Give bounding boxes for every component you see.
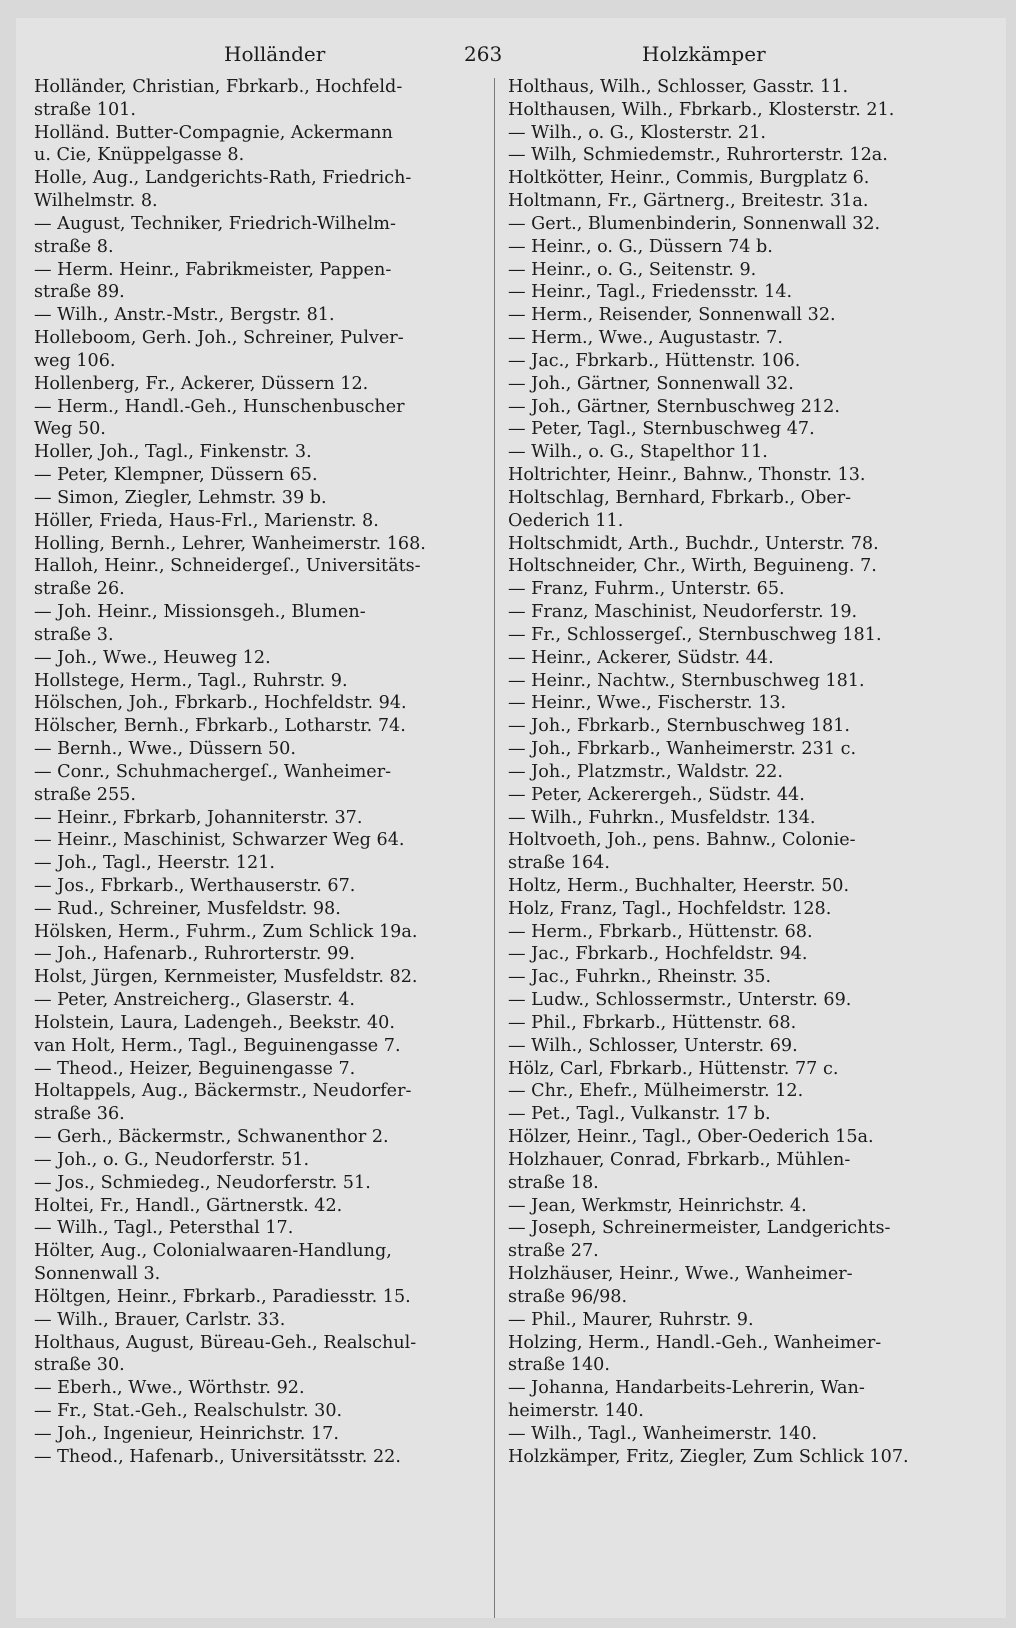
directory-entry: [508, 1263, 978, 1309]
entry-line: Holländ. Butter-Compagnie, Ackermann: [34, 122, 393, 143]
column-divider: [494, 78, 495, 1618]
directory-entry: [34, 829, 489, 852]
entry-line: — Rud., Schreiner, Musfeldstr. 98.: [34, 898, 341, 919]
entry-line: — Joh., Fbrkarb., Wanheimerstr. 231 c.: [508, 739, 857, 760]
entry-line: Holzing, Herm., Handl.-Geh., Wanheimer-: [508, 1332, 882, 1353]
entry-line: Holstein, Laura, Ladengeh., Beekstr. 40.: [34, 1012, 395, 1033]
entry-line: — Herm., Wwe., Augustastr. 7.: [508, 328, 783, 349]
entry-line: Oederich 11.: [508, 510, 624, 531]
directory-entry: [34, 487, 489, 510]
entry-line: — Joh., Wwe., Heuweg 12.: [34, 647, 271, 668]
entry-line: — Fr., Stat.-Geh., Realschulstr. 30.: [34, 1401, 343, 1422]
directory-entry: [508, 555, 978, 578]
entry-line: Höltgen, Heinr., Fbrkarb., Paradiesstr. 15.: [34, 1286, 411, 1307]
entry-line: — Heinr., Fbrkarb, Johanniterstr. 37.: [34, 807, 363, 828]
directory-entry: [508, 875, 978, 898]
entry-line: — Peter, Ackerergeh., Südstr. 44.: [508, 784, 805, 805]
directory-entry: [34, 898, 489, 921]
entry-line: Hollenberg, Fr., Ackerer, Düssern 12.: [34, 373, 369, 394]
entry-line: Holst, Jürgen, Kernmeister, Musfeldstr. 82.: [34, 967, 418, 988]
entry-line: — Jos., Fbrkarb., Werthauserstr. 67.: [34, 875, 356, 896]
entry-line: Wilhelmstr. 8.: [34, 191, 158, 212]
entry-line: — Pet., Tagl., Vulkanstr. 17 b.: [508, 1104, 771, 1125]
directory-entry: [508, 921, 978, 944]
entry-line: — Wilh., Tagl., Wanheimerstr. 140.: [508, 1423, 818, 1444]
directory-entry: [508, 122, 978, 145]
directory-entry: [34, 1332, 489, 1378]
entry-line: — Wilh., Fuhrkn., Musfeldstr. 134.: [508, 807, 816, 828]
entry-line: — Heinr., Ackerer, Südstr. 44.: [508, 647, 774, 668]
directory-entry: [34, 715, 489, 738]
directory-entry: [508, 1377, 978, 1423]
directory-entry: [34, 213, 489, 259]
directory-entry: [34, 1035, 489, 1058]
entry-line: Holtappels, Aug., Bäckermstr., Neudorfer-: [34, 1081, 412, 1102]
directory-entry: [34, 373, 489, 396]
directory-entry: [508, 373, 978, 396]
entry-line: — Joh., Hafenarb., Ruhrorterstr. 99.: [34, 944, 355, 965]
entry-line: Weg 50.: [34, 419, 106, 440]
entry-line: — Phil., Fbrkarb., Hüttenstr. 68.: [508, 1012, 797, 1033]
entry-line: — Peter, Klempner, Düssern 65.: [34, 465, 318, 486]
entry-line: Sonnenwall 3.: [34, 1264, 161, 1285]
directory-entry: [34, 1400, 489, 1423]
entry-line: — Wilh., Anstr.-Mstr., Bergstr. 81.: [34, 305, 335, 326]
entry-line: — August, Techniker, Friedrich-Wilhelm-: [34, 213, 396, 234]
directory-entry: [508, 533, 978, 556]
directory-entry: [34, 304, 489, 327]
entry-line: Hölzer, Heinr., Tagl., Ober-Oederich 15a.: [508, 1127, 874, 1148]
entry-line: — Herm. Heinr., Fabrikmeister, Pappen-: [34, 259, 392, 280]
entry-line: straße 18.: [508, 1172, 599, 1193]
directory-entry: [34, 533, 489, 556]
entry-line: straße 3.: [34, 624, 114, 645]
directory-entry: [508, 578, 978, 601]
directory-entry: [508, 1080, 978, 1103]
directory-entry: [508, 76, 978, 99]
entry-line: — Theod., Hafenarb., Universitätsstr. 22.: [34, 1446, 401, 1467]
entry-line: — Bernh., Wwe., Düssern 50.: [34, 739, 296, 760]
directory-entry: [34, 738, 489, 761]
directory-entry: [34, 441, 489, 464]
left-column: [34, 76, 489, 1469]
entry-line: straße 164.: [508, 853, 610, 874]
entry-line: — Wilh., o. G., Stapelthor 11.: [508, 442, 768, 463]
entry-line: — Chr., Ehefr., Mülheimerstr. 12.: [508, 1081, 804, 1102]
entry-line: van Holt, Herm., Tagl., Beguinengasse 7.: [34, 1035, 401, 1056]
entry-line: — Wilh., Brauer, Carlstr. 33.: [34, 1309, 286, 1330]
entry-line: — Jac., Fbrkarb., Hüttenstr. 106.: [508, 350, 801, 371]
left-running-head: Holländer: [224, 42, 326, 66]
entry-line: — Herm., Fbrkarb., Hüttenstr. 68.: [508, 921, 813, 942]
directory-entry: [34, 692, 489, 715]
entry-line: Hölschen, Joh., Fbrkarb., Hochfeldstr. 94.: [34, 693, 407, 714]
entry-line: Hölscher, Bernh., Fbrkarb., Lotharstr. 74.: [34, 716, 406, 737]
entry-line: straße 27.: [508, 1241, 599, 1262]
entry-line: straße 26.: [34, 579, 125, 600]
directory-entry: [508, 647, 978, 670]
directory-entry: [34, 510, 489, 533]
directory-entry: [34, 647, 489, 670]
entry-line: — Jos., Schmiedeg., Neudorferstr. 51.: [34, 1172, 371, 1193]
entry-line: — Joh., o. G., Neudorferstr. 51.: [34, 1149, 310, 1170]
entry-line: — Joh. Heinr., Missionsgeh., Blumen-: [34, 602, 366, 623]
entry-line: Holzkämper, Fritz, Ziegler, Zum Schlick 107.: [508, 1446, 909, 1467]
entry-line: weg 106.: [34, 350, 116, 371]
entry-line: — Peter, Anstreicherg., Glaserstr. 4.: [34, 990, 355, 1011]
entry-line: — Heinr., o. G., Seitenstr. 9.: [508, 259, 757, 280]
directory-entry: [34, 464, 489, 487]
entry-line: heimerstr. 140.: [508, 1401, 644, 1422]
entry-line: Hölsken, Herm., Fuhrm., Zum Schlick 19a.: [34, 921, 418, 942]
directory-entry: [34, 1012, 489, 1035]
entry-line: — Peter, Tagl., Sternbuschweg 47.: [508, 419, 815, 440]
entry-line: — Jac., Fuhrkn., Rheinstr. 35.: [508, 967, 772, 988]
entry-line: — Heinr., Maschinist, Schwarzer Weg 64.: [34, 830, 405, 851]
entry-line: Holz, Franz, Tagl., Hochfeldstr. 128.: [508, 898, 832, 919]
directory-entry: [34, 1423, 489, 1446]
directory-entry: [508, 966, 978, 989]
directory-entry: [508, 1035, 978, 1058]
entry-line: straße 30.: [34, 1355, 125, 1376]
directory-entry: [34, 1149, 489, 1172]
directory-entry: [34, 921, 489, 944]
entry-line: Holtschmidt, Arth., Buchdr., Unterstr. 78.: [508, 533, 879, 554]
directory-entry: [508, 692, 978, 715]
directory-entry: [34, 1195, 489, 1218]
directory-entry: [508, 1309, 978, 1332]
directory-entry: [34, 1126, 489, 1149]
directory-entry: [508, 167, 978, 190]
entry-line: Holtvoeth, Joh., pens. Bahnw., Colonie-: [508, 830, 856, 851]
directory-entry: [508, 601, 978, 624]
entry-line: Holtschneider, Chr., Wirth, Beguineng. 7.: [508, 556, 877, 577]
directory-page: [16, 18, 1006, 1618]
directory-entry: [508, 715, 978, 738]
entry-line: — Gerh., Bäckermstr., Schwanenthor 2.: [34, 1127, 389, 1148]
directory-entry: [508, 989, 978, 1012]
entry-line: — Wilh., o. G., Klosterstr. 21.: [508, 122, 767, 143]
right-running-head: Holzkämper: [642, 42, 766, 66]
entry-line: — Ludw., Schlossermstr., Unterstr. 69.: [508, 990, 852, 1011]
entry-line: — Heinr., Nachtw., Sternbuschweg 181.: [508, 670, 865, 691]
directory-entry: [34, 167, 489, 213]
entry-line: straße 8.: [34, 236, 114, 257]
entry-line: straße 101.: [34, 99, 136, 120]
directory-entry: [508, 304, 978, 327]
entry-line: — Theod., Heizer, Beguinengasse 7.: [34, 1058, 356, 1079]
directory-entry: [34, 76, 489, 122]
entry-line: — Phil., Maurer, Ruhrstr. 9.: [508, 1309, 754, 1330]
directory-entry: [508, 213, 978, 236]
directory-entry: [508, 1423, 978, 1446]
directory-entry: [508, 1058, 978, 1081]
entry-line: — Franz, Maschinist, Neudorferstr. 19.: [508, 602, 858, 623]
entry-line: — Wilh., Tagl., Petersthal 17.: [34, 1218, 294, 1239]
directory-entry: [508, 1332, 978, 1378]
entry-line: Holtei, Fr., Handl., Gärtnerstk. 42.: [34, 1195, 343, 1216]
directory-entry: [34, 122, 489, 168]
directory-entry: [508, 1126, 978, 1149]
entry-line: straße 140.: [508, 1355, 610, 1376]
directory-entry: [34, 555, 489, 601]
entry-line: — Jean, Werkmstr, Heinrichstr. 4.: [508, 1195, 807, 1216]
entry-line: — Jac., Fbrkarb., Hochfeldstr. 94.: [508, 944, 808, 965]
entry-line: Holthaus, August, Büreau-Geh., Realschul-: [34, 1332, 417, 1353]
entry-line: Holtz, Herm., Buchhalter, Heerstr. 50.: [508, 875, 850, 896]
directory-entry: [508, 327, 978, 350]
directory-entry: [34, 875, 489, 898]
entry-line: straße 255.: [34, 784, 136, 805]
directory-entry: [508, 807, 978, 830]
directory-entry: [508, 738, 978, 761]
entry-line: — Johanna, Handarbeits-Lehrerin, Wan-: [508, 1378, 865, 1399]
directory-entry: [34, 807, 489, 830]
directory-entry: [34, 1240, 489, 1286]
entry-line: u. Cie, Knüppelgasse 8.: [34, 145, 245, 166]
entry-line: Holtkötter, Heinr., Commis, Burgplatz 6.: [508, 168, 870, 189]
directory-entry: [34, 259, 489, 305]
directory-entry: [34, 852, 489, 875]
entry-line: — Gert., Blumenbinderin, Sonnenwall 32.: [508, 213, 881, 234]
right-column: [508, 76, 978, 1469]
entry-line: — Heinr., Wwe., Fischerstr. 13.: [508, 693, 787, 714]
entry-line: Holler, Joh., Tagl., Finkenstr. 3.: [34, 442, 312, 463]
page-header: [16, 28, 1006, 68]
directory-entry: [508, 236, 978, 259]
entry-line: — Joh., Gärtner, Sonnenwall 32.: [508, 373, 794, 394]
entry-line: — Heinr., Tagl., Friedensstr. 14.: [508, 282, 793, 303]
entry-line: — Eberh., Wwe., Wörthstr. 92.: [34, 1378, 305, 1399]
directory-entry: [34, 601, 489, 647]
entry-line: straße 96/98.: [508, 1286, 628, 1307]
entry-line: — Joh., Ingenieur, Heinrichstr. 17.: [34, 1423, 339, 1444]
directory-entry: [508, 441, 978, 464]
directory-entry: [508, 350, 978, 373]
directory-entry: [508, 1195, 978, 1218]
page-number: 263: [464, 42, 503, 66]
entry-line: straße 89.: [34, 282, 125, 303]
entry-line: — Herm., Reisender, Sonnenwall 32.: [508, 305, 836, 326]
entry-line: Holzhäuser, Heinr., Wwe., Wanheimer-: [508, 1264, 853, 1285]
entry-line: Holtmann, Fr., Gärtnerg., Breitestr. 31a.: [508, 191, 869, 212]
entry-line: Holtschlag, Bernhard, Fbrkarb., Ober-: [508, 487, 852, 508]
entry-line: straße 36.: [34, 1104, 125, 1125]
entry-line: — Joseph, Schreinermeister, Landgerichts-: [508, 1218, 891, 1239]
directory-entry: [508, 1012, 978, 1035]
entry-line: — Wilh, Schmiedemstr., Ruhrorterstr. 12a.: [508, 145, 888, 166]
entry-line: Holtrichter, Heinr., Bahnw., Thonstr. 13.: [508, 465, 866, 486]
directory-entry: [34, 966, 489, 989]
directory-entry: [508, 1103, 978, 1126]
directory-entry: [508, 190, 978, 213]
directory-entry: [508, 259, 978, 282]
directory-entry: [34, 1286, 489, 1309]
entry-line: — Simon, Ziegler, Lehmstr. 39 b.: [34, 487, 327, 508]
directory-entry: [508, 761, 978, 784]
directory-entry: [34, 327, 489, 373]
directory-entry: [508, 487, 978, 533]
directory-entry: [34, 396, 489, 442]
directory-entry: [34, 1309, 489, 1332]
entry-line: Holthaus, Wilh., Schlosser, Gasstr. 11.: [508, 77, 849, 97]
entry-line: Hölz, Carl, Fbrkarb., Hüttenstr. 77 c.: [508, 1058, 839, 1079]
entry-line: — Fr., Schlossergeſ., Sternbuschweg 181.: [508, 624, 882, 645]
directory-entry: [508, 418, 978, 441]
directory-entry: [508, 1446, 978, 1469]
directory-entry: [34, 943, 489, 966]
directory-entry: [34, 1446, 489, 1469]
entry-line: Holleboom, Gerh. Joh., Schreiner, Pulver-: [34, 328, 404, 349]
entry-line: — Franz, Fuhrm., Unterstr. 65.: [508, 579, 785, 600]
directory-entry: [508, 99, 978, 122]
entry-line: — Joh., Platzmstr., Waldstr. 22.: [508, 761, 783, 782]
entry-line: — Heinr., o. G., Düssern 74 b.: [508, 236, 773, 257]
directory-entry: [34, 989, 489, 1012]
directory-entry: [508, 670, 978, 693]
entry-line: Höller, Frieda, Haus-Frl., Marienstr. 8.: [34, 510, 379, 531]
entry-line: Hollstege, Herm., Tagl., Ruhrstr. 9.: [34, 670, 348, 691]
directory-entry: [508, 898, 978, 921]
directory-entry: [34, 1217, 489, 1240]
directory-entry: [508, 784, 978, 807]
entry-line: Holling, Bernh., Lehrer, Wanheimerstr. 168.: [34, 533, 426, 554]
directory-entry: [34, 761, 489, 807]
directory-entry: [34, 1058, 489, 1081]
directory-entry: [508, 829, 978, 875]
directory-entry: [508, 1217, 978, 1263]
entry-line: Holländer, Christian, Fbrkarb., Hochfeld-: [34, 77, 403, 97]
entry-line: Holle, Aug., Landgerichts-Rath, Friedrich-: [34, 168, 412, 189]
directory-entry: [508, 943, 978, 966]
directory-entry: [508, 144, 978, 167]
entry-line: Holthausen, Wilh., Fbrkarb., Klosterstr. 21.: [508, 99, 895, 120]
entry-line: — Joh., Gärtner, Sternbuschweg 212.: [508, 396, 840, 417]
directory-entry: [34, 670, 489, 693]
directory-entry: [34, 1377, 489, 1400]
entry-line: — Joh., Fbrkarb., Sternbuschweg 181.: [508, 716, 851, 737]
entry-line: — Herm., Handl.-Geh., Hunschenbuscher: [34, 396, 405, 417]
directory-entry: [508, 396, 978, 419]
entry-line: Holzhauer, Conrad, Fbrkarb., Mühlen-: [508, 1149, 851, 1170]
entry-line: — Joh., Tagl., Heerstr. 121.: [34, 853, 275, 874]
directory-entry: [508, 464, 978, 487]
entry-line: Hölter, Aug., Colonialwaaren-Handlung,: [34, 1241, 392, 1262]
directory-entry: [34, 1172, 489, 1195]
entry-line: Halloh, Heinr., Schneidergeſ., Universitäts-: [34, 556, 421, 577]
directory-entry: [508, 1149, 978, 1195]
directory-entry: [508, 624, 978, 647]
directory-entry: [508, 281, 978, 304]
entry-line: — Conr., Schuhmachergeſ., Wanheimer-: [34, 761, 392, 782]
directory-entry: [34, 1080, 489, 1126]
entry-line: — Wilh., Schlosser, Unterstr. 69.: [508, 1035, 798, 1056]
